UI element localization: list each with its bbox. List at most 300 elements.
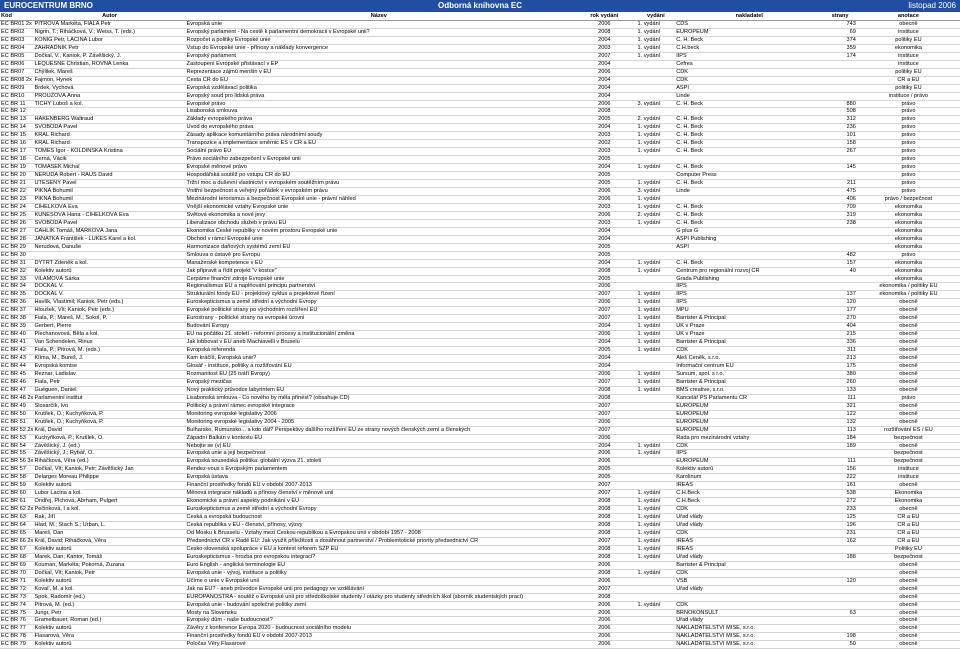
cell-anotace: právo — [857, 124, 960, 132]
cell-strany: 101 — [823, 132, 857, 140]
cell-rok: 2008 — [572, 530, 636, 538]
cell-autor: Fiala, P.; Mareš, M.; Sokol, P. — [34, 315, 186, 323]
cell-anotace: ekonomika / politiky EU — [857, 291, 960, 299]
cell-kod: EC BR 48 2x — [1, 394, 34, 401]
cell-autor: Ondřej, Plchová, Abrham, Pulgert — [34, 498, 186, 506]
cell-rok: 2004 — [572, 355, 636, 363]
cell-vydani: 1. vydání — [637, 545, 676, 553]
cell-nakladatel: C. H. Beck — [675, 211, 823, 219]
cell-anotace: ČR a EU — [857, 514, 960, 522]
cell-rok: 2002 — [572, 140, 636, 148]
cell-nakladatel: CDK — [675, 569, 823, 577]
cell-nazev: Rozmanitost EU (25 tváří Evropy) — [186, 370, 573, 378]
cell-vydani — [637, 585, 676, 593]
cell-nazev: Světová ekonomika a nové jevy — [186, 211, 573, 219]
cell-nazev: Lisabonská smlouva — [186, 108, 573, 116]
cell-rok: 2006 — [572, 458, 636, 466]
cell-autor: Evropská komise — [34, 362, 186, 370]
cell-anotace: právo — [857, 251, 960, 259]
cell-strany: 145 — [823, 164, 857, 172]
cell-kod: EC BR 50 — [0, 410, 34, 418]
table-row — [0, 36, 960, 44]
table-row — [0, 315, 960, 323]
cell-autor: KRÁL Richard — [34, 132, 186, 140]
cell-vydani — [637, 235, 676, 243]
cell-nazev: Jak lobbovat v EU aneb Machiavelli v Bruselu — [186, 339, 573, 347]
cell-strany: 319 — [823, 211, 857, 219]
cell-autor: Brdek, Vychová — [34, 84, 186, 92]
cell-rok: 2004 — [572, 164, 636, 172]
cell-vydani: 1. vydání — [637, 148, 676, 156]
col-header-nakladatel: nakladatel — [675, 12, 823, 21]
cell-strany: 374 — [823, 36, 857, 44]
cell-rok: 2006 — [572, 68, 636, 76]
cell-nazev: Transpozice a implementace směrnic ES v ČR a EU — [186, 140, 573, 148]
cell-rok: 2008 — [572, 386, 636, 394]
cell-nazev: Evropský soud pro lidská práva — [186, 92, 573, 100]
cell-vydani — [637, 76, 676, 84]
cell-nakladatel: Úřad vlády — [675, 514, 823, 522]
cell-nakladatel: UK v Praze — [675, 323, 823, 331]
cell-strany: 231 — [823, 530, 857, 538]
cell-strany: 113 — [823, 426, 857, 434]
cell-strany — [823, 68, 857, 76]
cell-nakladatel: EUROPEUM — [675, 426, 823, 434]
cell-autor: Kolektiv autorů — [34, 641, 186, 649]
cell-kod: EC BR 20 — [0, 172, 34, 180]
cell-kod: EC BR 36 — [0, 299, 34, 307]
cell-rok: 2004 — [572, 92, 636, 100]
cell-rok: 2005 — [572, 474, 636, 482]
cell-vydani: 1. vydání — [637, 569, 676, 577]
cell-vydani — [637, 561, 676, 569]
cell-nazev: Zastoupení Evropské přistávací v EP — [186, 60, 573, 68]
cell-rok: 2006 — [572, 577, 636, 585]
cell-rok: 2003 — [572, 203, 636, 211]
cell-kod: EC BR02 — [0, 28, 34, 36]
table-row — [0, 561, 960, 569]
cell-anotace: politiky EU — [857, 36, 960, 44]
table-row — [0, 418, 960, 426]
table-row — [0, 506, 960, 514]
cell-rok: 2007 — [572, 537, 636, 545]
cell-nakladatel: C.H.Beck — [675, 498, 823, 506]
cell-rok: 2008 — [572, 514, 636, 522]
cell-vydani: 1. vydání — [637, 307, 676, 315]
cell-kod: EC BR 62 2x — [1, 506, 34, 513]
cell-anotace: obecně — [857, 625, 960, 633]
cell-nakladatel: C. H. Beck — [675, 259, 823, 267]
table-row — [0, 68, 960, 76]
cell-rok: 2008 — [572, 108, 636, 116]
cell-anotace: ČR a EU — [857, 537, 960, 545]
table-row — [0, 426, 960, 434]
cell-anotace: obecně — [857, 347, 960, 355]
table-row — [0, 227, 960, 235]
cell-autor: TICHÝ Luboš a kol. — [34, 100, 186, 108]
cell-nakladatel: Úřad vlády — [675, 617, 823, 625]
cell-anotace: právo — [857, 164, 960, 172]
table-row — [0, 148, 960, 156]
cell-nakladatel: EUROPEUM — [675, 402, 823, 410]
cell-strany: 132 — [823, 418, 857, 426]
cell-nakladatel: Informační centrum EU — [675, 362, 823, 370]
cell-vydani: 1. vydání — [637, 124, 676, 132]
cell-autor: Nigrin, T.; Řiháčková, V.; Weiss, T. (eds.) — [34, 28, 186, 36]
cell-strany — [823, 243, 857, 251]
cell-strany: 359 — [823, 44, 857, 52]
cell-anotace: obecně — [857, 378, 960, 386]
cell-strany: 161 — [823, 482, 857, 490]
cell-autor: Gerbert, Pierre — [34, 323, 186, 331]
cell-anotace: ČR a EU — [857, 76, 960, 84]
cell-rok: 2006 — [572, 331, 636, 339]
cell-vydani — [637, 426, 676, 434]
cell-anotace: obecně — [857, 585, 960, 593]
cell-vydani: 1. vydání — [637, 490, 676, 498]
cell-nakladatel: IIPS — [675, 450, 823, 458]
cell-nazev: Glosář - instituce, politiky a rozšiřování EU — [186, 362, 573, 370]
cell-autor: Pitrová, M. (ed.) — [34, 601, 186, 609]
cell-nakladatel — [675, 593, 823, 601]
cell-strany — [823, 283, 857, 291]
cell-anotace: obecně — [857, 506, 960, 514]
cell-anotace: obecně — [857, 609, 960, 617]
cell-vydani: 1. vydání — [637, 21, 676, 29]
cell-kod: EC BR03 — [0, 36, 34, 44]
table-row — [0, 617, 960, 625]
cell-autor: Lubor Lacina a kol. — [34, 490, 186, 498]
cell-vydani — [637, 609, 676, 617]
cell-kod: EC BR 34 — [0, 283, 34, 291]
cell-vydani: 2. vydání — [637, 211, 676, 219]
cell-anotace: ekonomika — [857, 203, 960, 211]
cell-nakladatel: EUROPEUM — [675, 410, 823, 418]
cell-rok: 2007 — [572, 378, 636, 386]
cell-nakladatel: C. H. Beck — [675, 203, 823, 211]
table-row — [0, 283, 960, 291]
cell-autor: Fiala, Petr — [34, 378, 186, 386]
cell-strany: 137 — [823, 291, 857, 299]
cell-anotace: obecně — [857, 577, 960, 585]
col-header-rok: rok vydání — [572, 12, 636, 21]
cell-nakladatel: IREAS — [675, 537, 823, 545]
cell-kod: EC BR 37 — [0, 307, 34, 315]
cell-rok: 2006 — [572, 100, 636, 108]
cell-anotace: obecně — [857, 21, 960, 29]
cell-nazev: Liberalizace obchodu služeb v právu EU — [186, 219, 573, 227]
cell-vydani: 1. vydání — [637, 331, 676, 339]
cell-vydani — [637, 577, 676, 585]
cell-kod: EC BR 12 — [0, 108, 34, 116]
cell-anotace: politiky EU — [857, 84, 960, 92]
cell-autor: Delarges Moreau Philippe — [34, 474, 186, 482]
cell-nakladatel: VŠB — [675, 577, 823, 585]
cell-autor: PIKNA Bohumil — [34, 188, 186, 196]
table-row — [0, 172, 960, 180]
cell-vydani: 1. vydání — [637, 522, 676, 530]
cell-rok: 2003 — [572, 44, 636, 52]
cell-nakladatel: Aleš Čeněk, s.r.o. — [675, 355, 823, 363]
table-row — [0, 52, 960, 60]
cell-autor: PIKNA Bohumil — [34, 195, 186, 203]
cell-nakladatel: IIPS — [675, 283, 823, 291]
cell-strany: 380 — [823, 370, 857, 378]
cell-rok: 2008 — [572, 569, 636, 577]
cell-autor: DOČKAL V. — [34, 291, 186, 299]
cell-autor: KRÁL Richard — [34, 140, 186, 148]
cell-nakladatel: Úřad vlády — [675, 585, 823, 593]
cell-autor: CAHLÍK Tomáš, MARKOVÁ Jana — [34, 227, 186, 235]
cell-vydani — [637, 172, 676, 180]
cell-autor: Parlamentní institut — [34, 394, 186, 402]
cell-rok: 2007 — [572, 585, 636, 593]
cell-vydani — [637, 60, 676, 68]
cell-strany: 174 — [823, 52, 857, 60]
cell-strany: 156 — [823, 466, 857, 474]
cell-kod: EC BR 64 — [0, 522, 34, 530]
cell-autor: Závěšický, J.; Rybář, O. — [34, 450, 186, 458]
cell-strany: 175 — [823, 362, 857, 370]
cell-nakladatel: IIPS — [675, 291, 823, 299]
cell-vydani: 1. vydání — [637, 601, 676, 609]
cell-kod: EC BR 56 3x — [1, 458, 34, 465]
cell-vydani: 1. vydání — [637, 378, 676, 386]
cell-anotace: obecně — [857, 617, 960, 625]
cell-rok: 2006 — [572, 633, 636, 641]
cell-vydani — [637, 617, 676, 625]
cell-autor: Král, David; Řiháčková, Věra — [34, 537, 186, 545]
cell-anotace: obecně — [857, 370, 960, 378]
cell-autor: Van Schendelen, Rinus — [34, 339, 186, 347]
cell-nakladatel — [675, 195, 823, 203]
organization-name: EUROCENTRUM BRNO — [4, 1, 93, 10]
cell-nakladatel: C.H.beck — [675, 44, 823, 52]
cell-rok: 2004 — [572, 227, 636, 235]
cell-strany: 196 — [823, 522, 857, 530]
cell-strany: 63 — [823, 609, 857, 617]
cell-nakladatel: Linde — [675, 92, 823, 100]
cell-kod: EC BR 33 — [0, 275, 34, 283]
cell-strany: 40 — [823, 267, 857, 275]
cell-strany: 270 — [823, 315, 857, 323]
cell-nazev: Právo sociálního zabezpečení v Evropské unii — [186, 156, 573, 164]
cell-nazev: EUROPANOSTRA - soutěž o Evropské unii pro středoškolské studenty / otázky pro studenty středních škol (sborník studentských prací) — [186, 593, 573, 601]
cell-vydani — [637, 633, 676, 641]
table-row — [0, 458, 960, 466]
cell-vydani: 1. vydání — [637, 164, 676, 172]
table-row — [0, 442, 960, 450]
cell-nakladatel: Úřad vlády — [675, 522, 823, 530]
cell-rok: 2004 — [572, 323, 636, 331]
cell-vydani — [637, 458, 676, 466]
cell-nazev: Evropská ústava — [186, 474, 573, 482]
cell-rok: 2005 — [572, 347, 636, 355]
cell-vydani — [637, 434, 676, 442]
cell-nazev: Euroskepticismus a země střední a východní Evropy — [186, 299, 573, 307]
table-row — [0, 362, 960, 370]
cell-nazev: Mosty na Slovensku — [186, 609, 573, 617]
cell-nakladatel: EUROPEUM — [675, 28, 823, 36]
cell-strany: 336 — [823, 339, 857, 347]
cell-nazev: Mezinárodní terorismus a bezpečnost Evropské unie - právní náhled — [186, 195, 573, 203]
cell-nazev: Od Mosku k Brusselu - Vztahy mezi Českou republikou a Evropskou unií v období 1957 - 2008 — [186, 530, 573, 538]
cell-autor: Černá, Vácik — [34, 156, 186, 164]
cell-kod: EC BR 65 — [0, 530, 34, 538]
cell-autor: Závěšický, J. (ed.) — [34, 442, 186, 450]
cell-nazev: Nebojte se (v) EU — [186, 442, 573, 450]
cell-rok: 2004 — [572, 362, 636, 370]
cell-nazev: Budování Evropy — [186, 323, 573, 331]
cell-nazev: Evropské měnové právo — [186, 164, 573, 172]
cell-nakladatel: IREAS — [675, 482, 823, 490]
cell-rok: 2006 — [572, 617, 636, 625]
cell-autor — [34, 251, 186, 259]
cell-vydani: 1. vydání — [637, 442, 676, 450]
cell-nazev: Česká republika v EU - členství, přínosy, výzvy — [186, 522, 573, 530]
cell-kod: EC BR 53 — [0, 434, 34, 442]
cell-nazev: Evropská referenda — [186, 347, 573, 355]
cell-autor: Kolektiv autorů — [34, 625, 186, 633]
cell-kod: EC BR 28 — [0, 235, 34, 243]
cell-nazev: Harmonizace daňových systémů zemí EU — [186, 243, 573, 251]
cell-vydani: 1. vydání — [637, 339, 676, 347]
cell-anotace: instituce — [857, 466, 960, 474]
cell-nakladatel: CDK — [675, 76, 823, 84]
cell-strany: 50 — [823, 641, 857, 649]
cell-nakladatel: C. H. Beck — [675, 36, 823, 44]
cell-nakladatel: C. H. Beck — [675, 219, 823, 227]
cell-autor: NERUDA Robert - RAUS David — [34, 172, 186, 180]
cell-strany — [823, 227, 857, 235]
cell-kod: EC BR 39 — [0, 323, 34, 331]
cell-anotace: obecně — [857, 482, 960, 490]
cell-vydani: 1. vydání — [637, 291, 676, 299]
cell-autor: LEQUESNE Christian, ROVNÁ Lenka — [34, 60, 186, 68]
book-catalog-table — [0, 12, 960, 649]
cell-strany — [823, 235, 857, 243]
cell-anotace: ČR a EU — [857, 522, 960, 530]
cell-vydani: 1. vydání — [637, 28, 676, 36]
cell-rok: 2006 — [572, 418, 636, 426]
cell-nakladatel — [675, 156, 823, 164]
cell-anotace: právo — [857, 188, 960, 196]
cell-autor: PITROVÁ Markéta, FIALA Petr — [34, 21, 186, 29]
cell-rok: 2005 — [572, 466, 636, 474]
cell-autor: Havlík, Vlastimil; Kaniok, Petr (eds.) — [34, 299, 186, 307]
cell-strany — [823, 601, 857, 609]
cell-nakladatel: IIPS — [675, 299, 823, 307]
cell-rok: 2004 — [572, 124, 636, 132]
cell-anotace: politiky EU — [857, 68, 960, 76]
cell-vydani — [637, 92, 676, 100]
table-row — [0, 537, 960, 545]
cell-nakladatel: UK v Praze — [675, 331, 823, 339]
cell-nakladatel: NAKLADATELSTVÍ MISE, s.r.o. — [675, 633, 823, 641]
cell-kod: EC BR 31 — [0, 259, 34, 267]
cell-strany: 215 — [823, 331, 857, 339]
cell-autor: Guéguen, Daniel — [34, 386, 186, 394]
cell-autor: DYTRT Zdeněk a kol. — [34, 259, 186, 267]
cell-vydani: 1. vydání — [637, 180, 676, 188]
table-row — [0, 211, 960, 219]
cell-vydani — [637, 227, 676, 235]
cell-kod: EC BR 61 — [0, 498, 34, 506]
cell-anotace: instituce / právo — [857, 92, 960, 100]
cell-autor: Krutílek, O.; Kuchyňková, P. — [34, 410, 186, 418]
cell-kod: EC BR 73 — [0, 593, 34, 601]
cell-strany — [823, 76, 857, 84]
cell-nakladatel: C. H. Beck — [675, 132, 823, 140]
report-date: listopad 2006 — [908, 1, 956, 10]
cell-anotace: ekonomika — [857, 235, 960, 243]
cell-nazev: Manažerské kompetence v EU — [186, 259, 573, 267]
cell-autor: ÚTĚŠENÝ Pavel — [34, 180, 186, 188]
cell-autor: Dočkal, Vít; Kaniok, Petr — [34, 569, 186, 577]
cell-kod: EC BR 27 — [0, 227, 34, 235]
table-row — [0, 378, 960, 386]
cell-kod: EC BR06 — [0, 60, 34, 68]
cell-autor: Rak, Jiří — [34, 514, 186, 522]
table-row — [0, 195, 960, 203]
cell-nazev: Evropský parlament - Na cestě k parlamentní demokracii v Evropské unii? — [186, 28, 573, 36]
table-row — [0, 100, 960, 108]
cell-autor: TOMÁŠEK Michal — [34, 164, 186, 172]
cell-nazev: Západní Balkán v kontextu EU — [186, 434, 573, 442]
cell-strany: 198 — [823, 633, 857, 641]
cell-kod: EC BR 43 — [0, 355, 34, 363]
cell-kod: EC BR 71 — [0, 577, 34, 585]
cell-rok: 2004 — [572, 60, 636, 68]
cell-vydani: 1. vydání — [637, 498, 676, 506]
cell-kod: EC BR 19 — [0, 164, 34, 172]
cell-nazev: Česko-slovenská spolupráce v EU a kontext reforem SZP EU — [186, 545, 573, 553]
cell-strany: 157 — [823, 259, 857, 267]
cell-strany: 211 — [823, 180, 857, 188]
cell-vydani: 1. vydání — [637, 450, 676, 458]
cell-nazev: Vnější ekonomické vztahy Evropské unie — [186, 203, 573, 211]
cell-strany: 406 — [823, 195, 857, 203]
cell-nakladatel: Cefres — [675, 60, 823, 68]
cell-vydani — [637, 275, 676, 283]
cell-kod: EC BR05 — [0, 52, 34, 60]
table-row — [0, 609, 960, 617]
table-row — [0, 28, 960, 36]
cell-anotace: obecně — [857, 355, 960, 363]
cell-rok: 2008 — [572, 553, 636, 561]
cell-rok: 2003 — [572, 219, 636, 227]
cell-anotace: bezpečnost — [857, 553, 960, 561]
cell-kod: EC BR08 2x — [1, 76, 32, 83]
cell-strany: 482 — [823, 251, 857, 259]
cell-strany: 475 — [823, 188, 857, 196]
cell-anotace: obecně — [857, 593, 960, 601]
cell-vydani: 1. vydání — [637, 195, 676, 203]
table-row — [0, 331, 960, 339]
cell-nakladatel: C. H. Beck — [675, 124, 823, 132]
cell-kod: EC BR 11 — [0, 100, 34, 108]
table-row — [0, 180, 960, 188]
cell-nakladatel — [675, 108, 823, 116]
cell-nazev: Evropská unie - budování společné politiky zemí — [186, 601, 573, 609]
cell-kod: EC BR04 — [0, 44, 34, 52]
cell-strany — [823, 545, 857, 553]
cell-autor: Hlad, M.; Stach S.; Urban, L. — [34, 522, 186, 530]
cell-nakladatel: CDK — [675, 530, 823, 538]
cell-anotace: instituce — [857, 52, 960, 60]
cell-kod: EC BR 63 — [0, 514, 34, 522]
cell-kod: EC BR 41 — [0, 339, 34, 347]
